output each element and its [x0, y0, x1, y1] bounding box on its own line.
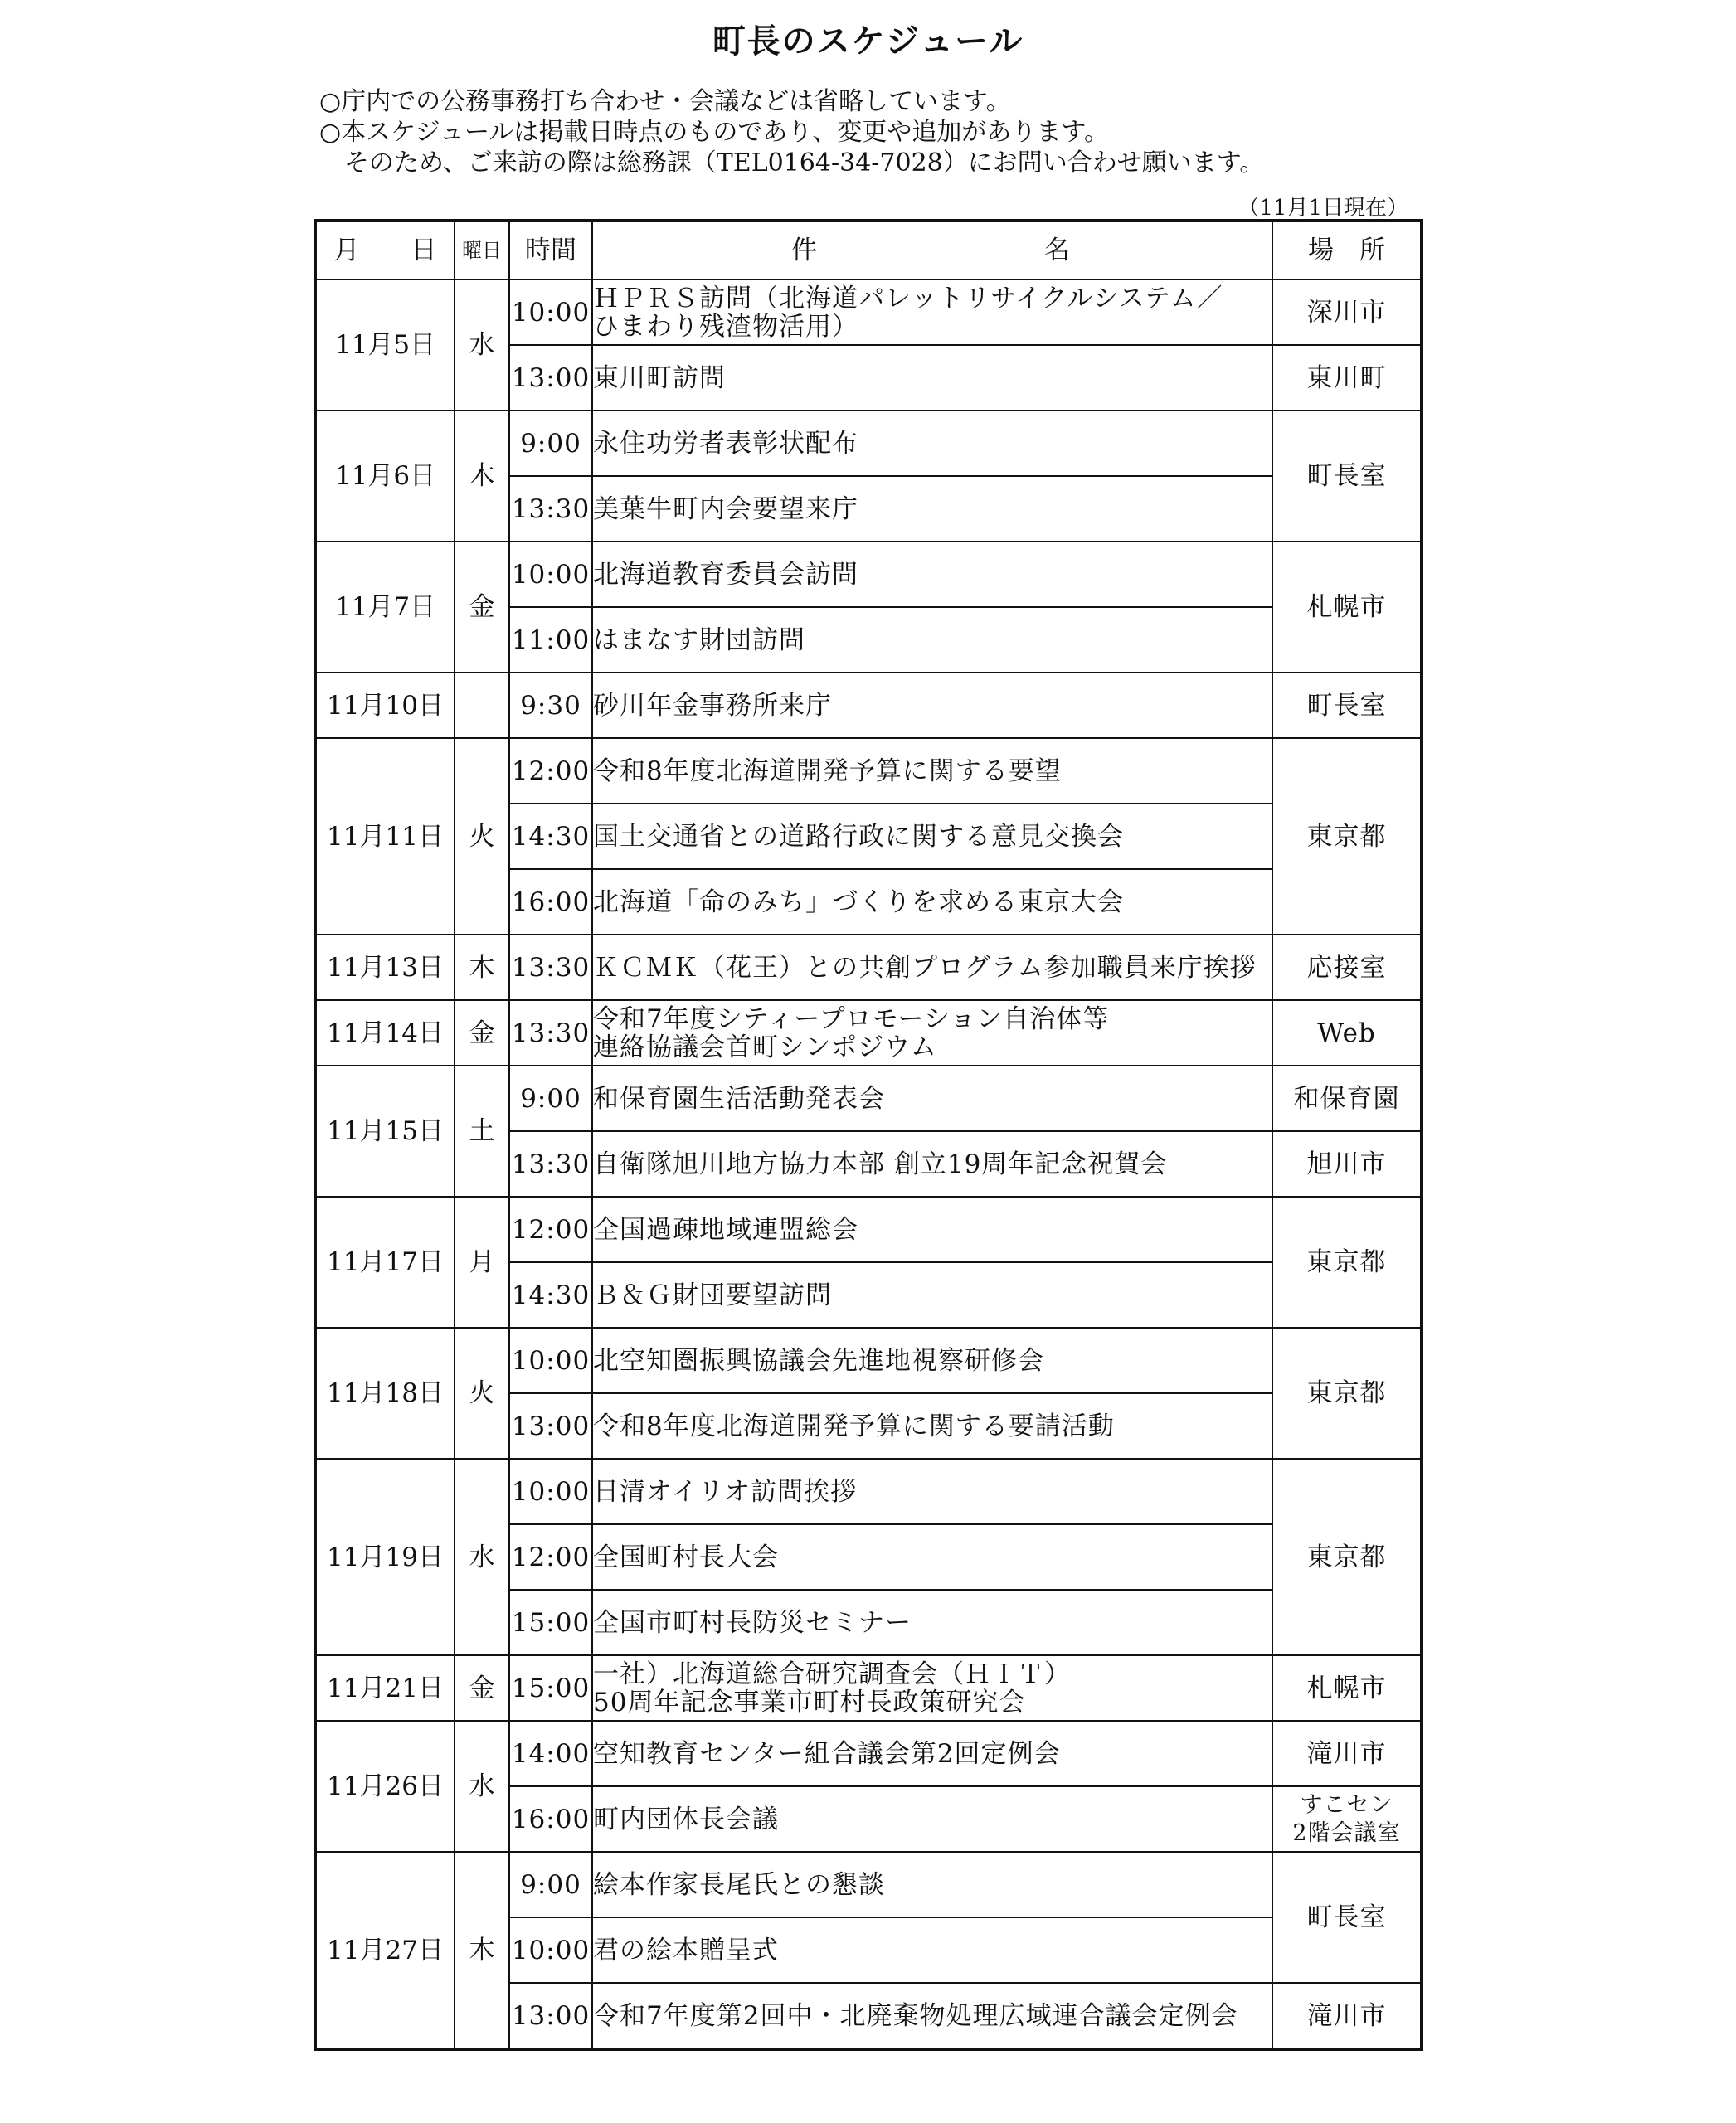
header-day: 曜日 [455, 221, 509, 279]
event-cell [592, 1786, 1272, 1852]
schedule-row [315, 1459, 1422, 1524]
event-cell [592, 1917, 1272, 1983]
weekday-cell: 火 [455, 1328, 509, 1459]
schedule-row [315, 1721, 1422, 1786]
event-cell [592, 1852, 1272, 1917]
event-text-line: Ｂ＆Ｇ財団要望訪問 [593, 1280, 832, 1310]
event-cell [592, 607, 1272, 673]
weekday-cell: 木 [455, 411, 509, 542]
notice-block [319, 86, 1264, 178]
time-cell: 16:00 [509, 869, 592, 935]
schedule-row [315, 542, 1422, 607]
event-cell [592, 1066, 1272, 1131]
event-cell [592, 1000, 1272, 1066]
event-cell [592, 345, 1272, 411]
time-cell: 9:00 [509, 1852, 592, 1917]
weekday-cell: 金 [455, 1655, 509, 1721]
place-cell: 滝川市 [1272, 1983, 1422, 2049]
event-cell [592, 1721, 1272, 1786]
weekday-cell: 水 [455, 1721, 509, 1852]
schedule-row [315, 1655, 1422, 1721]
event-text-line: 日清オイリオ訪問挨拶 [593, 1476, 858, 1507]
event-text-line: 永住功労者表彰状配布 [593, 428, 858, 459]
place-cell: 札幌市 [1272, 542, 1422, 673]
date-cell: 11月26日 [315, 1721, 455, 1852]
time-cell: 10:00 [509, 1917, 592, 1983]
weekday-cell [455, 673, 509, 738]
event-cell [592, 935, 1272, 1000]
event-cell [592, 1197, 1272, 1262]
place-cell: 東京都 [1272, 738, 1422, 935]
time-cell: 9:00 [509, 1066, 592, 1131]
date-cell: 11月13日 [315, 935, 455, 1000]
time-cell: 14:00 [509, 1721, 592, 1786]
event-cell [592, 279, 1272, 345]
place-cell: 町長室 [1272, 673, 1422, 738]
date-cell: 11月27日 [315, 1852, 455, 2049]
event-text-line: 50周年記念事業市町村長政策研究会 [593, 1687, 1026, 1717]
event-text-line: 令和8年度北海道開発予算に関する要請活動 [593, 1411, 1115, 1441]
event-cell [592, 1655, 1272, 1721]
weekday-cell: 水 [455, 1459, 509, 1655]
time-cell: 12:00 [509, 738, 592, 804]
place-cell: すこセン 2階会議室 [1272, 1786, 1422, 1852]
event-cell [592, 1393, 1272, 1459]
event-text-line: 和保育園生活活動発表会 [593, 1083, 885, 1114]
weekday-cell: 月 [455, 1197, 509, 1328]
notice-line: ○庁内での公務事務打ち合わせ・会議などは省略しています。 [319, 87, 1011, 116]
weekday-cell: 土 [455, 1066, 509, 1197]
schedule-row [315, 1066, 1422, 1131]
place-cell: 旭川市 [1272, 1131, 1422, 1197]
time-cell: 10:00 [509, 542, 592, 607]
place-cell: 応接室 [1272, 935, 1422, 1000]
date-cell: 11月5日 [315, 279, 455, 411]
place-cell: 滝川市 [1272, 1721, 1422, 1786]
schedule-row [315, 673, 1422, 738]
event-text-line: ひまわり残渣物活用） [593, 311, 858, 342]
header-place: 場 所 [1272, 221, 1422, 279]
event-cell [592, 1590, 1272, 1655]
place-cell: 東京都 [1272, 1328, 1422, 1459]
time-cell: 13:00 [509, 1393, 592, 1459]
schedule-row [315, 935, 1422, 1000]
event-text-line: 全国過疎地域連盟総会 [593, 1214, 858, 1245]
schedule-row [315, 738, 1422, 804]
date-cell: 11月15日 [315, 1066, 455, 1197]
weekday-cell: 水 [455, 279, 509, 411]
schedule-row [315, 1000, 1422, 1066]
time-cell: 13:00 [509, 1983, 592, 2049]
event-text-line: はまなす財団訪問 [593, 624, 805, 655]
place-cell: 東川町 [1272, 345, 1422, 411]
header-event-left: 件 [791, 236, 821, 265]
date-cell: 11月21日 [315, 1655, 455, 1721]
event-cell [592, 1262, 1272, 1328]
place-cell: 町長室 [1272, 1852, 1422, 1983]
place-cell: 東京都 [1272, 1459, 1422, 1655]
schedule-row [315, 1328, 1422, 1393]
time-cell: 9:00 [509, 411, 592, 476]
page-title: 町長のスケジュール [712, 22, 1024, 61]
date-cell: 11月19日 [315, 1459, 455, 1655]
event-text-line: 全国町村長大会 [593, 1542, 779, 1572]
time-cell: 10:00 [509, 279, 592, 345]
time-cell: 13:30 [509, 1131, 592, 1197]
header-row [315, 221, 1422, 279]
time-cell: 16:00 [509, 1786, 592, 1852]
time-cell: 13:00 [509, 345, 592, 411]
event-text-line: 一社）北海道総合研究調査会（ＨＩＴ） [593, 1659, 1071, 1689]
header-date: 月 日 [315, 221, 455, 279]
time-cell: 12:00 [509, 1197, 592, 1262]
event-text-line: 東川町訪問 [593, 362, 726, 393]
time-cell: 13:30 [509, 935, 592, 1000]
schedule-row [315, 279, 1422, 345]
event-text-line: 北海道教育委員会訪問 [593, 559, 858, 590]
schedule-table [314, 219, 1423, 2051]
event-text-line: 町内団体長会議 [593, 1804, 779, 1834]
event-text-line: 令和7年度第2回中・北廃棄物処理広域連合議会定例会 [593, 2000, 1238, 2031]
time-cell: 15:00 [509, 1655, 592, 1721]
event-text-line: 北空知圏振興協議会先進地視察研修会 [593, 1345, 1044, 1376]
event-cell [592, 476, 1272, 542]
schedule-row [315, 1197, 1422, 1262]
event-cell [592, 869, 1272, 935]
weekday-cell: 木 [455, 935, 509, 1000]
event-text-line: 令和7年度シティープロモーション自治体等 [593, 1003, 1110, 1034]
event-text-line: 空知教育センター組合議会第2回定例会 [593, 1738, 1061, 1769]
place-cell: Web [1272, 1000, 1422, 1066]
header-event-right: 名 [1043, 236, 1073, 265]
time-cell: 14:30 [509, 1262, 592, 1328]
weekday-cell: 木 [455, 1852, 509, 2049]
date-cell: 11月17日 [315, 1197, 455, 1328]
event-cell [592, 673, 1272, 738]
place-cell: 深川市 [1272, 279, 1422, 345]
event-cell [592, 1459, 1272, 1524]
as-of-date: （11月1日現在） [1238, 196, 1408, 221]
event-text-line: 砂川年金事務所来庁 [593, 690, 832, 721]
event-cell [592, 804, 1272, 869]
event-text-line: 美葉牛町内会要望来庁 [593, 493, 858, 524]
date-cell: 11月11日 [315, 738, 455, 935]
time-cell: 14:30 [509, 804, 592, 869]
event-text-line: 国土交通省との道路行政に関する意見交換会 [593, 821, 1124, 852]
event-cell [592, 1524, 1272, 1590]
event-cell [592, 1983, 1272, 2049]
event-text-line: 絵本作家長尾氏との懇談 [593, 1869, 885, 1900]
header-event [592, 221, 1272, 279]
schedule-row [315, 1852, 1422, 1917]
event-text-line: 連絡協議会首町シンポジウム [593, 1032, 937, 1062]
time-cell: 15:00 [509, 1590, 592, 1655]
date-cell: 11月18日 [315, 1328, 455, 1459]
event-text-line: 令和8年度北海道開発予算に関する要望 [593, 755, 1062, 786]
header-time: 時間 [509, 221, 592, 279]
schedule-row [315, 411, 1422, 476]
place-cell: 和保育園 [1272, 1066, 1422, 1131]
time-cell: 10:00 [509, 1328, 592, 1393]
event-text-line: 全国市町村長防災セミナー [593, 1607, 912, 1638]
date-cell: 11月6日 [315, 411, 455, 542]
event-cell [592, 1328, 1272, 1393]
time-cell: 11:00 [509, 607, 592, 673]
date-cell: 11月14日 [315, 1000, 455, 1066]
event-text-line: 北海道「命のみち」づくりを求める東京大会 [593, 887, 1124, 917]
event-text-line: ＫＣＭＫ（花王）との共創プログラム参加職員来庁挨拶 [593, 952, 1257, 983]
time-cell: 10:00 [509, 1459, 592, 1524]
notice-line: ○本スケジュールは掲載日時点のものであり、変更や追加があります。 [319, 118, 1109, 147]
weekday-cell: 金 [455, 542, 509, 673]
event-text-line: 自衛隊旭川地方協力本部 創立19周年記念祝賀会 [593, 1149, 1168, 1179]
event-text-line: ＨＰＲＳ訪問（北海道パレットリサイクルシステム／ [593, 283, 1223, 313]
event-cell [592, 738, 1272, 804]
time-cell: 13:30 [509, 1000, 592, 1066]
place-cell: 札幌市 [1272, 1655, 1422, 1721]
place-cell: 東京都 [1272, 1197, 1422, 1328]
time-cell: 13:30 [509, 476, 592, 542]
schedule-body [315, 279, 1422, 2049]
weekday-cell: 金 [455, 1000, 509, 1066]
date-cell: 11月10日 [315, 673, 455, 738]
place-cell: 町長室 [1272, 411, 1422, 542]
weekday-cell: 火 [455, 738, 509, 935]
event-cell [592, 1131, 1272, 1197]
notice-line: そのため、ご来訪の際は総務課（TEL0164-34-7028）にお問い合わせ願います。 [319, 148, 1265, 177]
event-cell [592, 411, 1272, 476]
event-text-line: 君の絵本贈呈式 [593, 1935, 779, 1965]
date-cell: 11月7日 [315, 542, 455, 673]
time-cell: 12:00 [509, 1524, 592, 1590]
event-cell [592, 542, 1272, 607]
time-cell: 9:30 [509, 673, 592, 738]
